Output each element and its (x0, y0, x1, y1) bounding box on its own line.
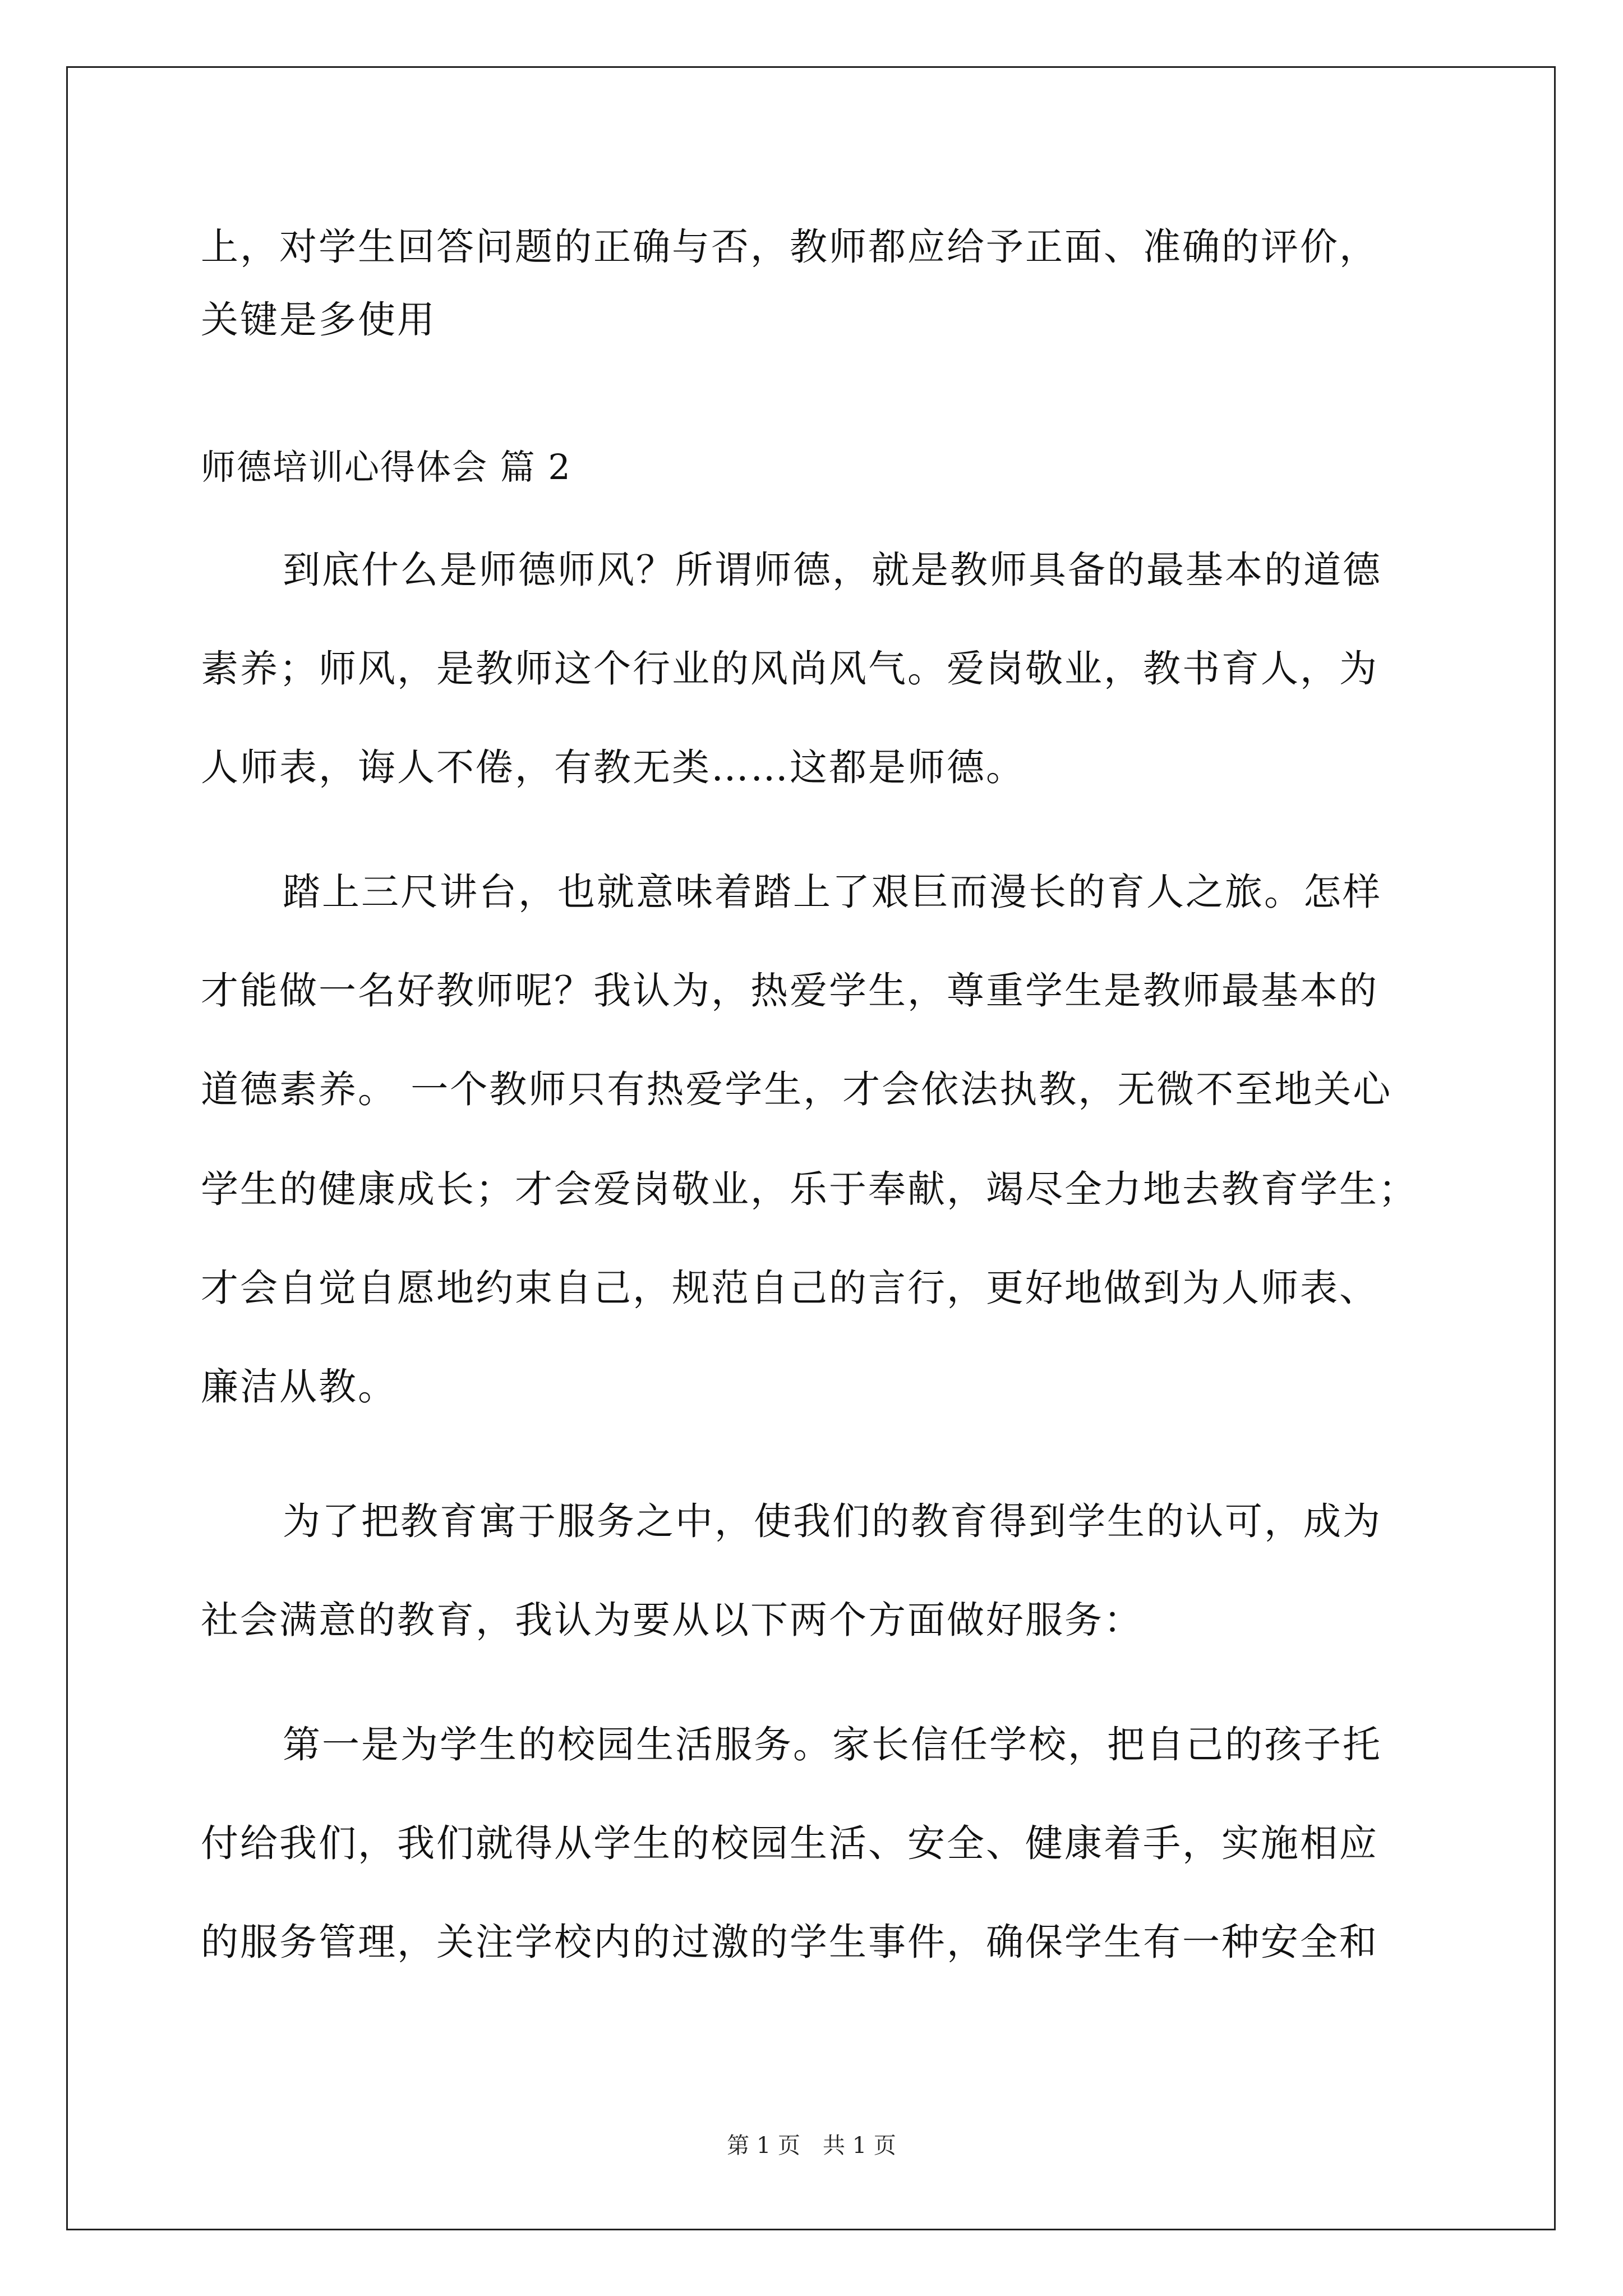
page-border (66, 66, 1556, 2230)
text-line: 素养；师风，是教师这个行业的风尚风气。爱岗敬业，教书育人，为 (201, 647, 1378, 691)
page-total: 共 1 页 (823, 2133, 896, 2159)
text-line: 付给我们，我们就得从学生的校园生活、安全、健康着手，实施相应 (201, 1821, 1378, 1865)
text-line: 的服务管理，关注学校内的过激的学生事件，确保学生有一种安全和 (201, 1920, 1378, 1964)
text-line: 道德素养。 一个教师只有热爱学生，才会依法执教，无微不至地关心 (201, 1068, 1393, 1111)
text-line: 上，对学生回答问题的正确与否，教师都应给予正面、准确的评价， (201, 225, 1378, 269)
text-line: 社会满意的教育，我认为要从以下两个方面做好服务： (201, 1598, 1143, 1642)
text-line: 才能做一名好教师呢？我认为，热爱学生，尊重学生是教师最基本的 (201, 969, 1378, 1013)
text-line: 踏上三尺讲台，也就意味着踏上了艰巨而漫长的育人之旅。怎样 (283, 870, 1382, 914)
text-line: 人师表，诲人不倦，有教无类……这都是师德。 (201, 746, 1025, 789)
text-line: 学生的健康成长；才会爱岗敬业，乐于奉献，竭尽全力地去教育学生； (201, 1167, 1418, 1211)
text-line: 为了把教育寓于服务之中，使我们的教育得到学生的认可，成为 (283, 1499, 1382, 1543)
section-heading: 师德培训心得体会 篇 2 (201, 447, 571, 487)
text-line: 才会自觉自愿地约束自己，规范自己的言行，更好地做到为人师表、 (201, 1266, 1378, 1310)
page-footer (0, 2132, 1623, 2160)
text-line: 第一是为学生的校园生活服务。家长信任学校，把自己的孩子托 (283, 1723, 1382, 1766)
text-line: 廉洁从教。 (201, 1365, 397, 1409)
text-line: 到底什么是师德师风？所谓师德，就是教师具备的最基本的道德 (283, 548, 1382, 592)
page-number: 第 1 页 (727, 2133, 800, 2159)
text-line: 关键是多使用 (201, 298, 436, 342)
